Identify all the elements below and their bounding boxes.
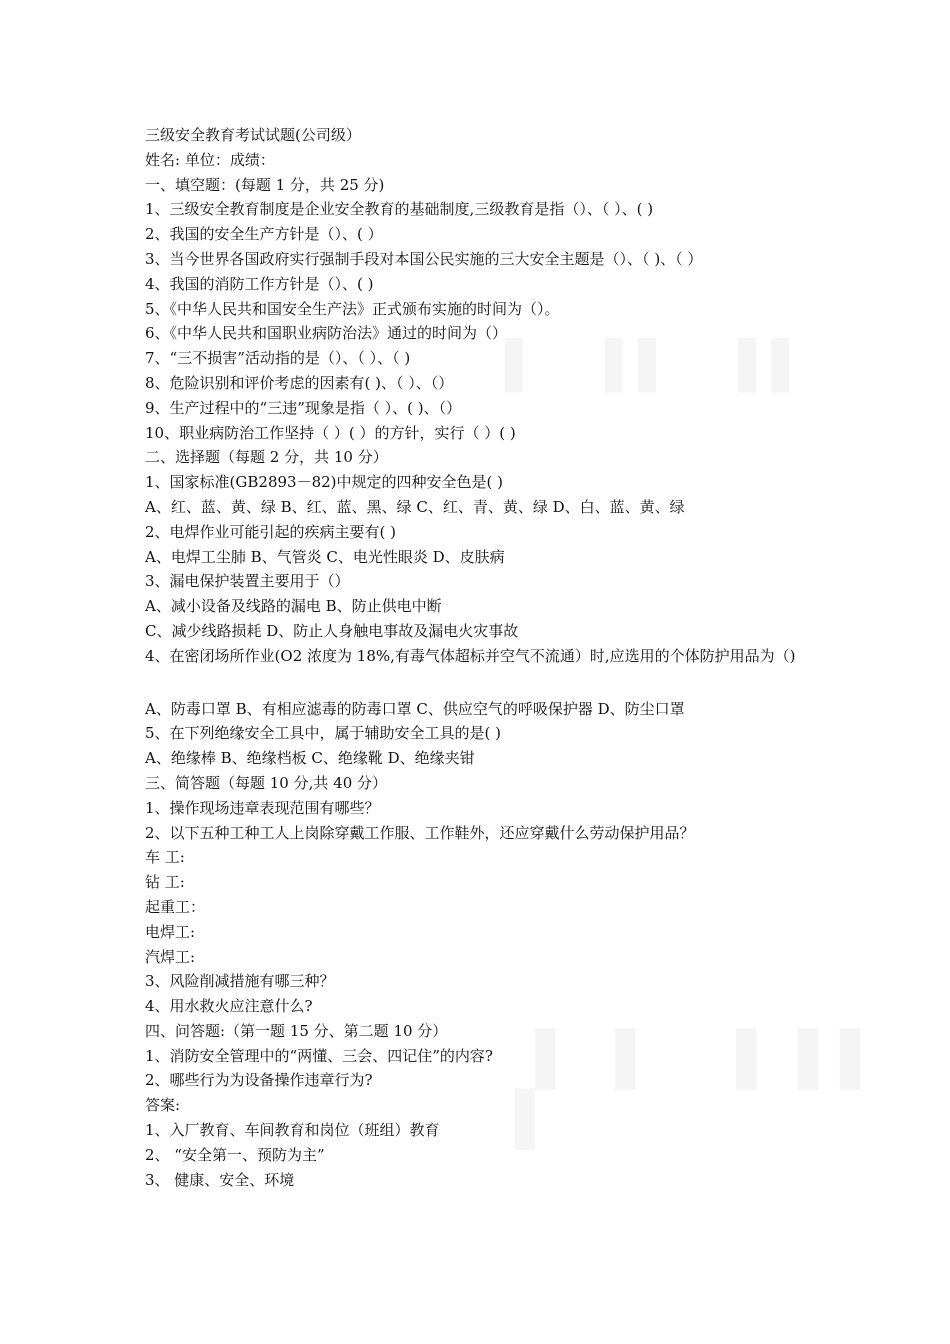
choice-options: A、绝缘棒 B、绝缘档板 C、绝缘靴 D、绝缘夹钳 bbox=[145, 749, 475, 768]
fill-in-item: 6、《中华人民共和国职业病防治法》通过的时间为（） bbox=[145, 324, 508, 343]
document-title: 三级安全教育考试试题(公司级） bbox=[145, 126, 361, 144]
choice-question: 5、在下列绝缘安全工具中，属于辅助安全工具的是( ) bbox=[145, 724, 502, 743]
answers-heading: 答案: bbox=[145, 1096, 181, 1115]
trade-item: 电焊工: bbox=[145, 922, 196, 941]
answer-item: 1、入厂教育、车间教育和岗位（班组）教育 bbox=[145, 1121, 440, 1140]
fill-in-item: 2、我国的安全生产方针是（）、( ） bbox=[145, 225, 383, 244]
fill-in-item: 10、职业病防治工作坚持（ ）( ）的方针，实行（ ）( ) bbox=[145, 423, 516, 442]
choice-question: 4、在密闭场所作业(O2 浓度为 18%,有毒气体超标并空气不流通）时,应选用的个体防护用品为（) bbox=[145, 646, 796, 665]
essay-question: 2、哪些行为为设备操作违章行为? bbox=[145, 1071, 373, 1090]
fill-in-item: 4、我国的消防工作方针是（）、( ) bbox=[145, 274, 374, 293]
choice-question: 1、国家标准(GB2893－82)中规定的四种安全色是( ) bbox=[145, 473, 503, 492]
short-answer-question: 2、以下五种工种工人上岗除穿戴工作服、工作鞋外，还应穿戴什么劳动保护用品？ bbox=[145, 823, 695, 842]
choice-options: C、减少线路损耗 D、防止人身触电事故及漏电火灾事故 bbox=[145, 621, 519, 640]
trade-item: 汽焊工: bbox=[145, 947, 196, 966]
fill-in-item: 9、生产过程中的“三违”现象是指（ ）、( )、（） bbox=[145, 398, 462, 417]
choice-options: A、防毒口罩 B、有相应滤毒的防毒口罩 C、供应空气的呼吸保护器 D、防尘口罩 bbox=[145, 699, 685, 718]
choice-question: 2、电焊作业可能引起的疾病主要有( ) bbox=[145, 522, 397, 541]
fill-in-item: 1、三级安全教育制度是企业安全教育的基础制度,三级教育是指（）、（ ）、( ) bbox=[145, 200, 654, 219]
section-heading: 四、问答题:（第一题 15 分、第二题 10 分） bbox=[145, 1021, 448, 1040]
blank-line bbox=[145, 670, 825, 697]
short-answer-question: 4、用水救火应注意什么? bbox=[145, 997, 313, 1016]
short-answer-question: 1、操作现场违章表现范围有哪些？ bbox=[145, 798, 380, 817]
answer-item: 2、 “安全第一、预防为主” bbox=[145, 1145, 325, 1164]
section-heading: 二、选择题（每题 2 分，共 10 分） bbox=[145, 448, 388, 467]
short-answer-question: 3、风险削减措施有哪三种？ bbox=[145, 972, 335, 991]
choice-options: A、电焊工尘肺 B、气管炎 C、电光性眼炎 D、皮肤病 bbox=[145, 547, 505, 566]
trade-item: 车 工: bbox=[145, 848, 185, 867]
choice-options: A、红、蓝、黄、绿 B、红、蓝、黑、绿 C、红、青、黄、绿 D、白、蓝、黄、绿 bbox=[145, 497, 685, 516]
fill-in-item: 5、《中华人民共和国安全生产法》正式颁布实施的时间为（）。 bbox=[145, 299, 560, 318]
section-heading: 一、填空题：(每题 1 分，共 25 分) bbox=[145, 175, 385, 194]
section-heading: 三、简答题（每题 10 分,共 40 分） bbox=[145, 773, 388, 792]
choice-question: 3、漏电保护装置主要用于（） bbox=[145, 572, 350, 591]
trade-item: 起重工： bbox=[145, 897, 206, 916]
answer-item: 3、 健康、安全、环境 bbox=[145, 1170, 295, 1189]
fill-in-item: 3、当今世界各国政府实行强制手段对本国公民实施的三大安全主题是（）、（ )、（ ） bbox=[145, 249, 703, 268]
fill-in-item: 8、危险识别和评价考虑的因素有( )、（ ）、（） bbox=[145, 373, 454, 392]
trade-item: 钻 工: bbox=[145, 873, 185, 892]
document-body bbox=[145, 123, 825, 1192]
choice-options: A、减小设备及线路的漏电 B、防止供电中断 bbox=[145, 597, 442, 616]
essay-question: 1、消防安全管理中的“两懂、三会、四记住”的内容? bbox=[145, 1046, 493, 1065]
fill-in-item: 7、“三不损害”活动指的是（）、（ ）、（ ) bbox=[145, 349, 411, 368]
header-line: 姓名: 单位：成绩： bbox=[145, 150, 275, 169]
